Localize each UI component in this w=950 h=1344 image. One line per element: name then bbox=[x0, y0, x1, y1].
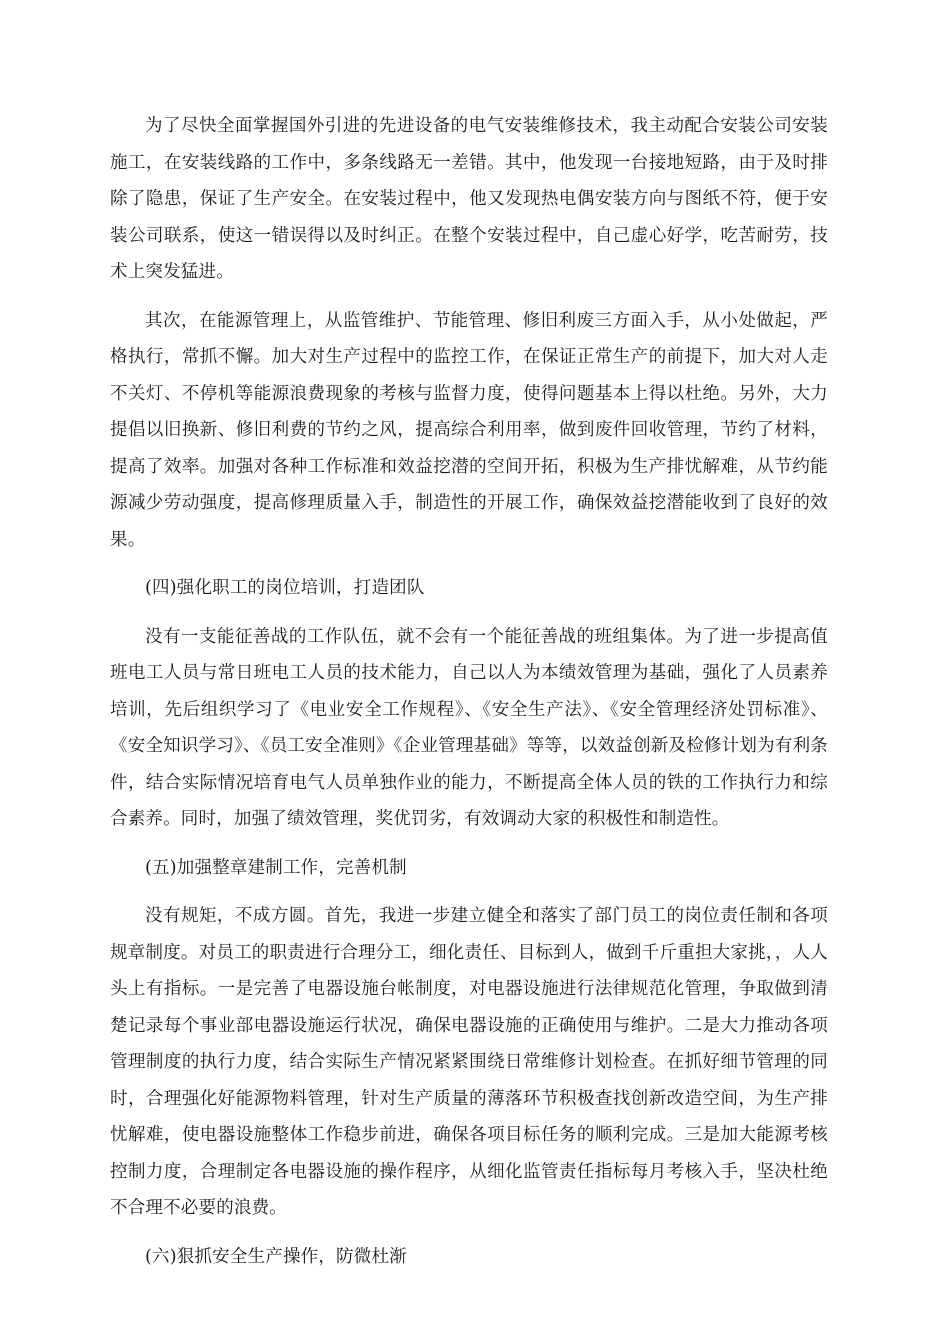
section-heading-regulations: (五)加强整章建制工作，完善机制 bbox=[145, 857, 407, 878]
section-heading-training: (四)强化职工的岗位培训，打造团队 bbox=[145, 578, 425, 598]
section-heading-safety: (六)狠抓安全生产操作，防微杜渐 bbox=[145, 1246, 407, 1267]
document-page bbox=[110, 108, 828, 1275]
paragraph-regulations: 没有规矩，不成方圆。首先，我进一步建立健全和落实了部门员工的岗位责任制和各项规章制度。对员工的职责进行合理分工，细化责任、目标到人，做到千斤重担大家挑，，人人头上有指标。一是完善了电器设施台帐制度，对电器设施进行法律规范化管理，争取做到清楚记录每个事业部电器设施运行状况，确保电器设施的正确使用与维护。二是大力推动各项管理制度的执行力度，结合实际生产情况紧紧围绕日常维修计划检查。在抓好细节管理的同时，合理强化好能源物料管理，针对生产质量的薄落环节积极查找创新改造空间，为生产排忧解难，使电器设施整体工作稳步前进，确保各项目标任务的顺利完成。三是加大能源考核控制力度，合理制定各电器设施的操作程序，从细化监管责任指标每月考核入手，坚决杜绝不合理不必要的浪费。 bbox=[110, 906, 828, 1218]
paragraph-installation: 为了尽快全面掌握国外引进的先进设备的电气安装维修技术，我主动配合安装公司安装施工，在安装线路的工作中，多条线路无一差错。其中，他发现一台接地短路，由于及时排除了隐患，保证了生产安全。在安装过程中，他又发现热电偶安装方向与图纸不符，便于安装公司联系，使这一错误得以及时纠正。在整个安装过程中，自己虚心好学，吃苦耐劳，技术上突发猛进。 bbox=[110, 116, 828, 282]
paragraph-energy-management: 其次，在能源管理上，从监管维护、节能管理、修旧利废三方面入手，从小处做起，严格执行，常抓不懈。加大对生产过程中的监控工作，在保证正常生产的前提下，加大对人走不关灯、不停机等能源浪费现象的考核与监督力度，使得问题基本上得以杜绝。另外，大力提倡以旧换新、修旧利费的节约之风，提高综合利用率，做到废件回收管理，节约了材料，提高了效率。加强对各种工作标准和效益挖潜的空间开拓，积极为生产排忧解难，从节约能源减少劳动强度，提高修理质量入手，制造性的开展工作，确保效益挖潜能收到了良好的效果。 bbox=[110, 310, 828, 550]
paragraph-training: 没有一支能征善战的工作队伍，就不会有一个能征善战的班组集体。为了进一步提高值班电工人员与常日班电工人员的技术能力，自己以人为本绩效管理为基础，强化了人员素养培训，先后组织学习了《电业安全工作规程》、《安全生产法》、《安全管理经济处罚标准》、《安全知识学习》、《员工安全准则》《企业管理基础》等等，以效益创新及检修计划为有利条件，结合实际情况培育电气人员单独作业的能力，不断提高全体人员的铁的工作执行力和综合素养。同时，加强了绩效管理，奖优罚劣，有效调动大家的积极性和制造性。 bbox=[110, 626, 828, 829]
